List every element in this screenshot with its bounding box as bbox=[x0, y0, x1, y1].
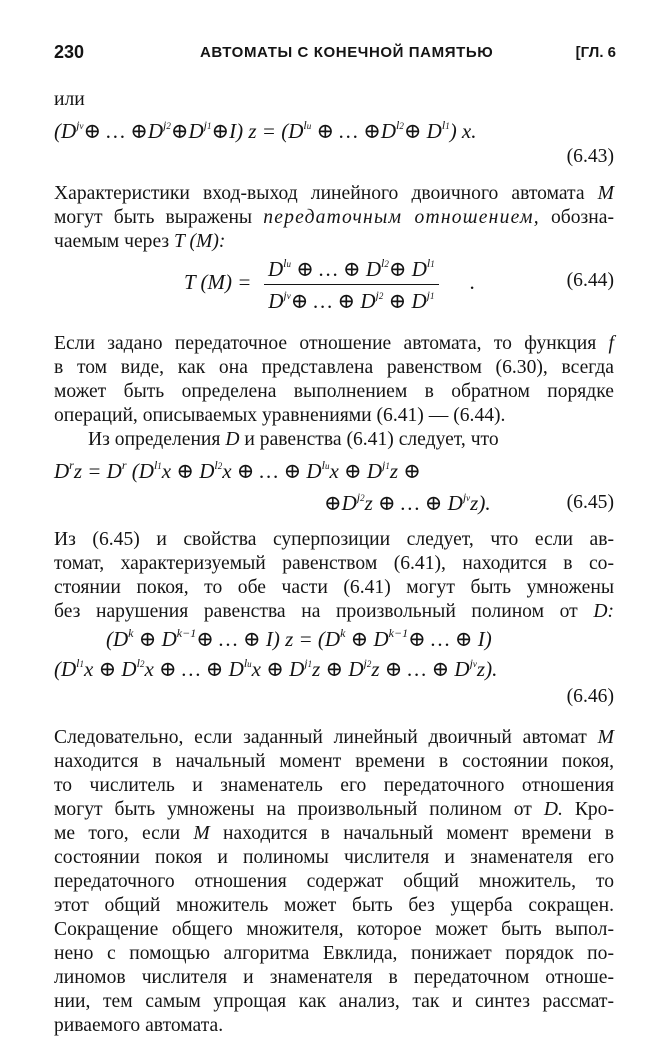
eq-6-44-fraction: $D^{lu}$ ⊕ … ⊕ $D^{l2}\oplus$ $D^{l1}$ $D^{jv}\oplus$ … ⊕ $D^{j2}$ ⊕ $D^{j1}$ bbox=[264, 256, 439, 314]
text-line: могут быть выражены передаточным отношением, обозна- bbox=[54, 207, 614, 228]
text-line: томат, характеризуемый равенством (6.41), находится в со- bbox=[54, 553, 614, 574]
equation-6-43 bbox=[54, 118, 614, 148]
equation-6-45-line2: $\oplus D^{j2}z$ ⊕ … ⊕ $D^{jv}z$). (6.45) bbox=[324, 490, 614, 515]
text-line: Характеристики вход-выход линейного двоичного автомата M bbox=[54, 183, 614, 204]
text-line: могут быть умножены на произвольный полином от D. Кро- bbox=[54, 799, 614, 820]
equation-number: (6.44) bbox=[566, 270, 614, 291]
eq-6-43-body: ($D^{jv}\oplus$ … $\oplus D^{j2}\oplus D^{j1}\oplus I$) $z = (D^{lu}$ ⊕ … $\oplus D^{l2}\oplus$ $D^{l1}$) x. bbox=[54, 118, 477, 143]
text-line: Если задано передаточное отношение автомата, то функция f bbox=[54, 333, 614, 354]
paragraph-conclusion bbox=[54, 726, 614, 1038]
emphasized-term: передаточным отношением, bbox=[263, 207, 540, 228]
text-line: ме того, если M находится в начальный момент времени в bbox=[54, 823, 614, 844]
text-line: может быть определена выполнением в обратном порядке bbox=[54, 381, 614, 402]
page-header bbox=[54, 42, 614, 72]
text-line: то числитель и знаменатель его передаточного отношения bbox=[54, 775, 614, 796]
text-line: без нарушения равенства на произвольный полином от D: bbox=[54, 601, 615, 622]
page-number: 230 bbox=[54, 42, 85, 62]
text-line: стоянии покоя, то обе части (6.41) могут быть умножены bbox=[54, 577, 614, 598]
equation-6-46-line1: ($D^k$ ⊕ $D^{k-1}\oplus$ … ⊕ I) $z = (D^k$ ⊕ $D^{k-1}\oplus$ … ⊕ I) bbox=[106, 626, 492, 651]
text-line: Из (6.45) и свойства суперпозиции следует, что если ав- bbox=[54, 529, 614, 550]
equation-6-46-number-line bbox=[54, 686, 614, 712]
chapter-marker: [ГЛ. 6 bbox=[575, 44, 616, 61]
equation-number: (6.45) bbox=[566, 492, 614, 513]
text-line: нии, тем самым упрощая как анализ, так и синтез рассмат- bbox=[54, 991, 614, 1012]
eq-6-44-lhs: T (M) = bbox=[184, 270, 252, 294]
running-title: АВТОМАТЫ С КОНЕЧНОЙ ПАМЯТЬЮ bbox=[200, 44, 494, 61]
text-line: в том виде, как она представлена равенством (6.30), всегда bbox=[54, 357, 614, 378]
text-line: операций, описываемых уравнениями (6.41) — (6.44). bbox=[54, 405, 506, 426]
equation-6-43-number-line bbox=[54, 148, 614, 172]
equation-number: (6.43) bbox=[566, 146, 614, 167]
text-line: Из определения D и равенства (6.41) следует, что bbox=[88, 429, 499, 450]
text-line: риваемого автомата. bbox=[54, 1015, 224, 1036]
text-line: Следовательно, если заданный линейный двоичный автомат M bbox=[54, 727, 614, 748]
text-line: состоянии покоя и полиномы числителя и знаменателя его bbox=[54, 847, 614, 868]
equation-6-46-line2: ($D^{l1}x$ ⊕ $D^{l2}x$ ⊕ … ⊕ $D^{lu}x$ ⊕ $D^{j1}z$ ⊕ $D^{j2}z$ ⊕ … ⊕ $D^{jv}z$). bbox=[54, 656, 498, 681]
or-line bbox=[54, 88, 614, 112]
paragraph-function-f bbox=[54, 332, 614, 452]
text-line: линомов числителя и знаменателя в передаточном отноше- bbox=[54, 967, 614, 988]
text-line: чаемым через T (M): bbox=[54, 231, 226, 252]
paragraph-transfer-ratio bbox=[54, 182, 614, 254]
equation-6-44: T (M) = $D^{lu}$ ⊕ … ⊕ $D^{l2}\oplus$ $D^{l1}$ $D^{jv}\oplus$ … ⊕ $D^{j2}$ ⊕ $D^{j1}$ . (6.44) bbox=[184, 256, 614, 313]
text-line: передаточного отношения содержат общий множитель, то bbox=[54, 871, 614, 892]
or-word: или bbox=[54, 89, 85, 110]
equation-number: (6.46) bbox=[566, 686, 614, 707]
paragraph-superposition bbox=[54, 528, 614, 624]
book-page bbox=[54, 42, 614, 1038]
equation-6-45-line1: $D^rz = D^r$ ($D^{l1}x$ ⊕ $D^{l2}x$ ⊕ … ⊕ $D^{lu}x$ ⊕ $D^{j1}z$ ⊕ bbox=[54, 458, 421, 483]
text-line: находится в начальный момент времени в состоянии покоя, bbox=[54, 751, 614, 772]
text-line: Сокращение общего множителя, которое может быть выпол- bbox=[54, 919, 614, 940]
text-line: нено с помощью алгоритма Евклида, понижает порядок по- bbox=[54, 943, 614, 964]
text-line: этот общий множитель может быть без ущерба сокращен. bbox=[54, 895, 614, 916]
